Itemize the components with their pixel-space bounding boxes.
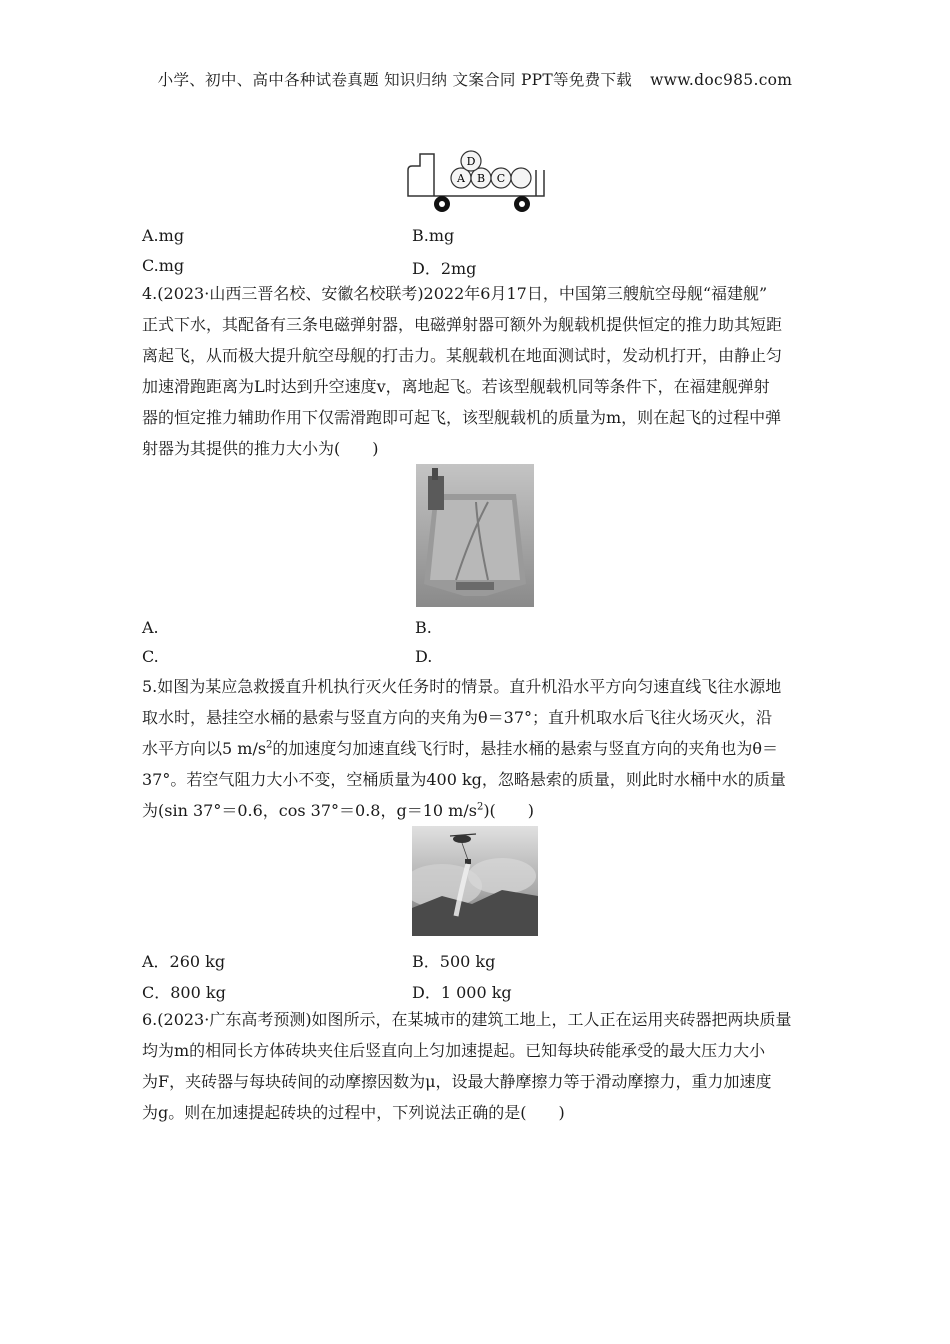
question-4 xyxy=(142,278,810,464)
q4-option-a: A. xyxy=(142,618,159,637)
header-text: 小学、初中、高中各种试卷真题 知识归纳 文案合同 PPT等免费下载 xyxy=(157,71,633,89)
q6-line: 6.(2023·广东高考预测)如图所示，在某城市的建筑工地上，工人正在运用夹砖器把两块质量 xyxy=(142,1010,792,1029)
label-b: B xyxy=(476,172,486,185)
q5-line: 5.如图为某应急救援直升机执行灭火任务时的情景。直升机沿水平方向匀速直线飞往水源地 xyxy=(142,677,782,696)
q3-option-d: D．2mg xyxy=(412,259,477,278)
q3-option-c: C.mg xyxy=(142,256,185,275)
q4-line: 正式下水，其配备有三条电磁弹射器，电磁弹射器可额外为舰载机提供恒定的推力助其短距 xyxy=(142,315,783,334)
helicopter-photo xyxy=(412,826,538,936)
question-6 xyxy=(142,1004,810,1128)
q5-option-b: B．500 kg xyxy=(412,952,496,971)
q4-line: 器的恒定推力辅助作用下仅需滑跑即可起飞，该型舰载机的质量为m，则在起飞的过程中弹 xyxy=(142,408,782,427)
q4-option-c: C. xyxy=(142,647,159,666)
q4-option-b: B. xyxy=(415,618,432,637)
page-header xyxy=(0,68,950,90)
q6-line: 均为m的相同长方体砖块夹住后竖直向上匀加速提起。已知每块砖能承受的最大压力大小 xyxy=(142,1041,766,1060)
q5-option-a: A．260 kg xyxy=(142,952,226,971)
question-5 xyxy=(142,671,810,826)
q5-line: 取水时，悬挂空水桶的悬索与竖直方向的夹角为θ＝37°；直升机取水后飞往火场灭火，沿 xyxy=(142,708,772,727)
q5-line: 为(sin 37°＝0.6，cos 37°＝0.8，g＝10 $m/s^2$)( ) xyxy=(142,801,535,820)
q4-line: 射器为其提供的推力大小为( ) xyxy=(142,439,379,458)
q4-option-d: D. xyxy=(415,647,433,666)
q4-line: 加速滑跑距离为L时达到升空速度v，离地起飞。若该型舰载机同等条件下，在福建舰弹射 xyxy=(142,377,770,396)
q5-line: 37°。若空气阻力大小不变，空桶质量为400 kg，忽略悬索的质量，则此时水桶中水的质量 xyxy=(142,770,786,789)
q6-line: 为F，夹砖器与每块砖间的动摩擦因数为μ，设最大静摩擦力等于滑动摩擦力，重力加速度 xyxy=(142,1072,772,1091)
q3-option-b: B.mg xyxy=(412,226,455,245)
truck-figure xyxy=(404,150,546,216)
label-c: C xyxy=(496,172,506,185)
q3-option-a: A.mg xyxy=(142,226,185,245)
truck-drawing xyxy=(404,150,546,216)
q5-option-d: D．1 000 kg xyxy=(412,983,512,1002)
q6-line: 为g。则在加速提起砖块的过程中，下列说法正确的是( ) xyxy=(142,1103,565,1122)
label-d: D xyxy=(466,155,476,168)
q5-option-c: C．800 kg xyxy=(142,983,226,1002)
carrier-photo xyxy=(416,464,534,607)
label-a: A xyxy=(457,172,465,185)
ball-e xyxy=(511,168,531,188)
q5-line: 水平方向以5 $m/s^2$的加速度匀加速直线飞行时，悬挂水桶的悬索与竖直方向的夹角也为θ＝ xyxy=(142,739,779,758)
header-site: www.doc985.com xyxy=(650,71,793,89)
q4-line: 离起飞，从而极大提升航空母舰的打击力。某舰载机在地面测试时，发动机打开，由静止匀 xyxy=(142,346,783,365)
q4-line: 4.(2023·山西三晋名校、安徽名校联考)2022年6月17日，中国第三艘航空母舰“福建舰” xyxy=(142,284,768,303)
